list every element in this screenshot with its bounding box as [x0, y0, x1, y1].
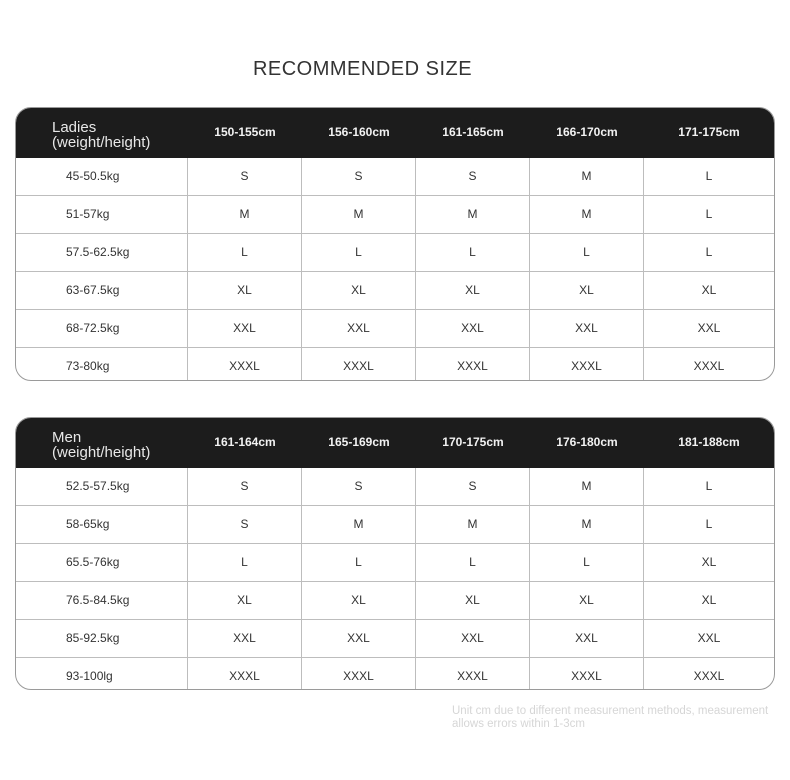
size-cell: L — [705, 207, 713, 221]
size-cell: M — [416, 196, 530, 233]
size-cell: XXL — [416, 310, 530, 347]
size-cell: L — [416, 234, 530, 271]
size-cell: XXL — [530, 620, 644, 657]
page-title: RECOMMENDED SIZE — [252, 58, 473, 80]
weight-cell: 58-65kg — [16, 506, 188, 543]
size-cell: XL — [188, 582, 302, 619]
size-cell: L — [705, 479, 713, 493]
height-column-header: 165-169cm — [328, 435, 390, 449]
weight-cell: 45-50.5kg — [16, 158, 188, 195]
size-cell: L — [705, 245, 713, 259]
size-cell: XL — [530, 272, 644, 309]
size-cell: L — [188, 544, 302, 581]
men-size-table — [15, 417, 775, 690]
size-cell: S — [188, 158, 302, 195]
size-cell: XXL — [530, 310, 644, 347]
weight-cell: 65.5-76kg — [16, 544, 188, 581]
size-cell: S — [188, 506, 302, 543]
weight-cell: 76.5-84.5kg — [16, 582, 188, 619]
size-cell: L — [188, 234, 302, 271]
men-label: Men — [52, 429, 82, 446]
weight-height-label: (weight/height) — [52, 444, 151, 461]
size-cell: L — [705, 517, 713, 531]
size-cell: XXXL — [188, 658, 302, 690]
table-row — [16, 657, 774, 690]
size-cell: M — [530, 196, 644, 233]
men-row-header-label — [16, 418, 188, 468]
size-cell: XXL — [302, 310, 416, 347]
table-row — [16, 158, 774, 195]
size-cell: XXXL — [416, 658, 530, 690]
measurement-note: Unit cm due to different measurement methods, measurement allows errors within 1-3cm — [452, 705, 769, 730]
weight-cell: 73-80kg — [16, 348, 188, 381]
size-cell: S — [302, 468, 416, 505]
size-cell: S — [302, 158, 416, 195]
table-row — [16, 195, 774, 233]
size-cell: XXXL — [693, 669, 725, 683]
size-cell: S — [416, 468, 530, 505]
size-cell: L — [705, 169, 713, 183]
size-cell: XL — [530, 582, 644, 619]
men-table-header — [16, 418, 774, 468]
size-cell: XXL — [188, 310, 302, 347]
height-column-header: 170-175cm — [442, 435, 504, 449]
size-cell: XL — [416, 272, 530, 309]
size-cell: XXXL — [693, 359, 725, 373]
size-cell: XL — [701, 283, 717, 297]
weight-cell: 63-67.5kg — [16, 272, 188, 309]
height-column-header: 156-160cm — [328, 125, 390, 139]
height-column-header: 171-175cm — [678, 125, 740, 139]
weight-cell: 57.5-62.5kg — [16, 234, 188, 271]
ladies-size-table — [15, 107, 775, 381]
weight-cell: 51-57kg — [16, 196, 188, 233]
weight-cell: 93-100lg — [16, 658, 188, 690]
size-cell: M — [530, 506, 644, 543]
size-cell: XXL — [188, 620, 302, 657]
weight-cell: 52.5-57.5kg — [16, 468, 188, 505]
size-cell: XL — [188, 272, 302, 309]
weight-cell: 85-92.5kg — [16, 620, 188, 657]
height-column-header: 181-188cm — [678, 435, 740, 449]
table-row — [16, 309, 774, 347]
table-row — [16, 619, 774, 657]
table-row — [16, 543, 774, 581]
size-cell: M — [188, 196, 302, 233]
size-cell: XXL — [697, 321, 721, 335]
table-row — [16, 505, 774, 543]
size-cell: M — [530, 158, 644, 195]
size-cell: XL — [416, 582, 530, 619]
size-cell: XXXL — [188, 348, 302, 381]
size-cell: XXXL — [302, 348, 416, 381]
table-row — [16, 581, 774, 619]
size-cell: XXXL — [302, 658, 416, 690]
height-column-header: 161-165cm — [442, 125, 504, 139]
height-column-header: 161-164cm — [214, 435, 276, 449]
ladies-label: Ladies — [52, 119, 97, 136]
height-column-header: 166-170cm — [556, 125, 618, 139]
size-cell: XXL — [302, 620, 416, 657]
size-cell: XXXL — [530, 658, 644, 690]
ladies-table-header — [16, 108, 774, 158]
size-cell: XXXL — [530, 348, 644, 381]
weight-cell: 68-72.5kg — [16, 310, 188, 347]
table-row — [16, 468, 774, 505]
size-cell: M — [530, 468, 644, 505]
size-cell: M — [302, 506, 416, 543]
size-cell: S — [188, 468, 302, 505]
size-cell: S — [416, 158, 530, 195]
table-row — [16, 233, 774, 271]
size-cell: M — [302, 196, 416, 233]
size-cell: L — [530, 234, 644, 271]
height-column-header: 176-180cm — [556, 435, 618, 449]
weight-height-label: (weight/height) — [52, 134, 151, 151]
size-cell: L — [302, 234, 416, 271]
size-cell: XXL — [697, 631, 721, 645]
table-row — [16, 347, 774, 381]
size-cell: XXL — [416, 620, 530, 657]
size-cell: XL — [302, 272, 416, 309]
size-cell: M — [416, 506, 530, 543]
size-cell: XL — [701, 555, 717, 569]
size-cell: XL — [302, 582, 416, 619]
size-cell: XL — [701, 593, 717, 607]
size-cell: L — [416, 544, 530, 581]
size-cell: L — [302, 544, 416, 581]
table-row — [16, 271, 774, 309]
size-cell: XXXL — [416, 348, 530, 381]
height-column-header: 150-155cm — [214, 125, 276, 139]
size-cell: L — [530, 544, 644, 581]
ladies-row-header-label — [16, 108, 188, 158]
